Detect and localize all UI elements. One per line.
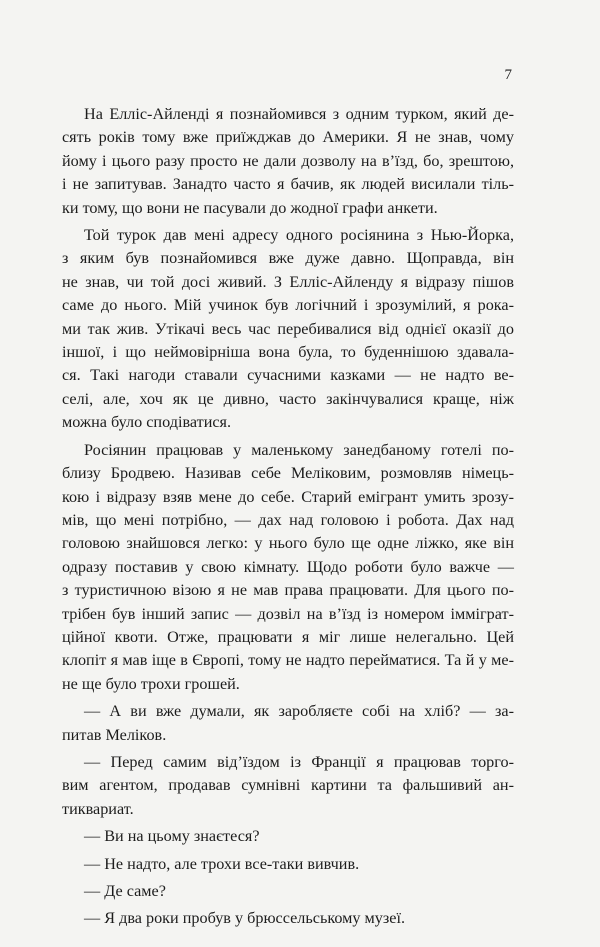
text-line: з яким був познайомився вже дуже давно. Щоправда, він [62, 249, 514, 268]
text-line: іншої, і що неймовірніша вона була, то буденнішою здавала- [62, 343, 514, 362]
text-line: — Я два роки пробув у брюссельському музеї. [84, 909, 406, 928]
text-line: саме до нього. Мій учинок був логічний і зрозумілий, я рока- [62, 296, 514, 315]
text-line: мів, що мені потрібно, — дах над головою і робота. Дах над [62, 510, 514, 529]
text-line: сять років тому вже приїжджав до Америки. Я не знав, чому [62, 128, 514, 147]
text-line: Росіянин працював у маленькому занедбаному готелі по- [84, 440, 514, 459]
text-line: з туристичною візою я не мав права працювати. Для цього по- [62, 581, 514, 600]
text-line: близу Бродвею. Називав себе Меліковим, розмовляв німець- [62, 464, 514, 483]
text-line: головою знайшовся легко: у нього було ще одне ліжко, яке він [62, 534, 514, 553]
text-line: кою і відразу взяв мене до себе. Старий емігрант умить зрозу- [62, 487, 514, 506]
text-line: вим агентом, продавав сумнівні картини та фальшивий ан- [62, 776, 514, 795]
text-line: тиквариат. [62, 799, 134, 818]
text-line: клопіт я мав іще в Європі, тому не надто перейматися. Та й у ме- [62, 651, 514, 670]
text-line: ки тому, що вони не пасували до жодної графи анкети. [62, 198, 438, 217]
text-line: і не запитував. Занадто часто я бачив, як людей висилали тіль- [62, 175, 514, 194]
text-line: ся. Такі нагоди ставали сучасними казками — не надто ве- [62, 366, 514, 385]
text-line: не ще було трохи грошей. [62, 674, 240, 693]
text-line: не знав, чи той досі живий. З Елліс-Айленду я відразу пішов [62, 272, 514, 291]
text-line: селі, але, хоч як це дивно, часто закінчувалися краще, ніж [62, 389, 514, 408]
text-line: одразу поставив у свою кімнату. Щодо роботи було важче — [62, 557, 514, 576]
text-line: На Елліс-Айленді я познайомився з одним турком, який де- [84, 105, 514, 123]
text-line: йому і цього разу просто не дали дозволу на в’їзд, бо, зрештою, [62, 151, 514, 170]
body-text [62, 103, 514, 931]
page-number: 7 [504, 67, 512, 83]
text-line: — Не надто, але трохи все-таки вивчив. [84, 854, 360, 873]
text-line: ційної квоти. Отже, працювати я міг лише нелегально. Цей [62, 627, 514, 646]
text-line: трібен був інший запис — дозвіл на в’їзд із номером імміграт- [62, 604, 514, 623]
text-line: — А ви вже думали, як заробляєте собі на хліб? — за- [84, 702, 514, 721]
text-line: можна було сподіватися. [62, 413, 232, 432]
text-line: питав Меліков. [62, 725, 167, 744]
text-line: — Перед самим від’їздом із Франції я працював торго- [84, 752, 514, 771]
text-line: ми так жив. Утікачі весь час перебивалися від однієї оказії до [62, 319, 514, 338]
text-line: Той турок дав мені адресу одного росіянина з Нью-Йорка, [84, 226, 514, 245]
text-line: — Де саме? [84, 882, 166, 900]
text-line: — Ви на цьому знаєтеся? [84, 827, 260, 846]
